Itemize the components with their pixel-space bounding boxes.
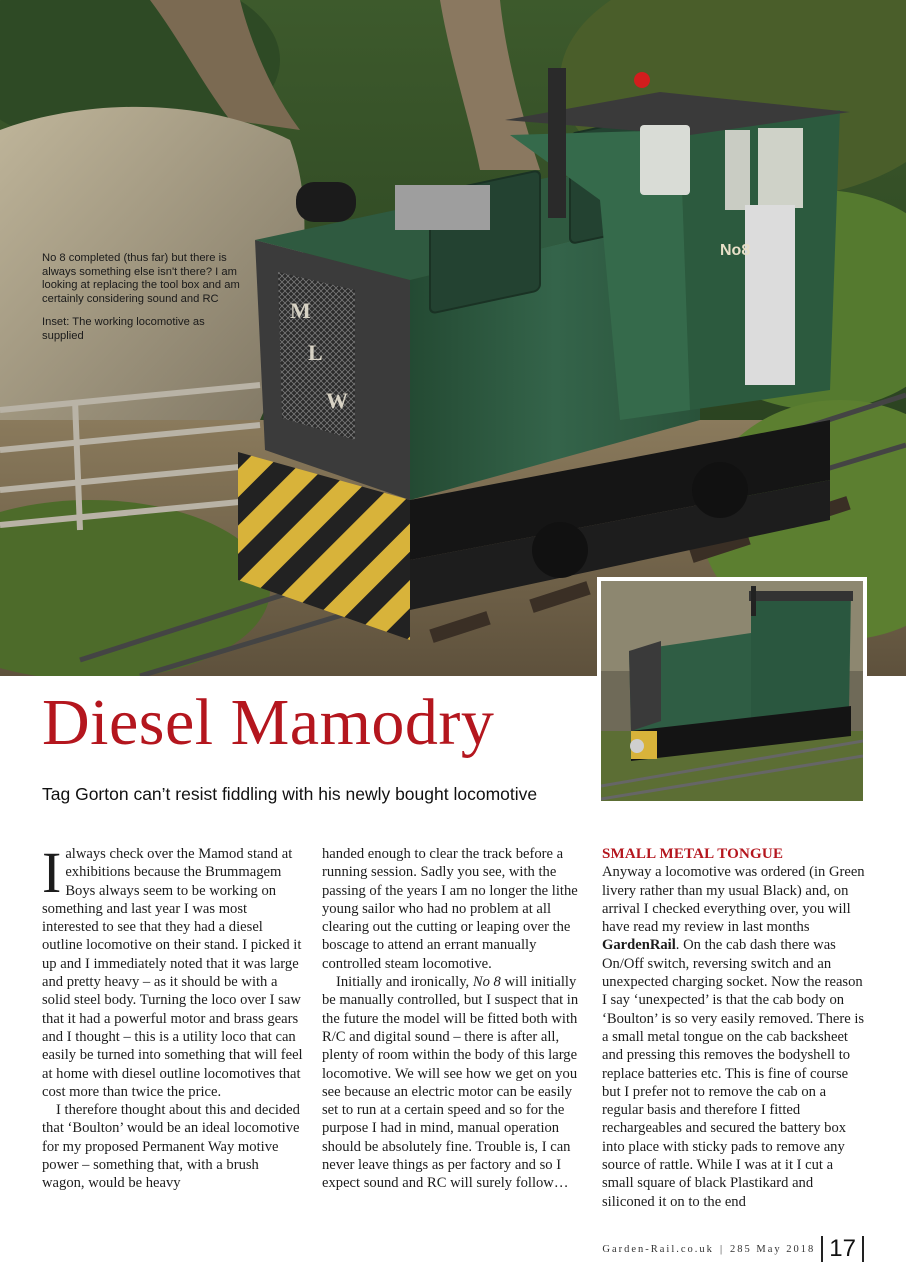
page-footer [602,1235,864,1263]
exhaust-stack [548,68,566,218]
col2-p2-italic: No 8 [472,974,501,991]
column-2 [322,845,584,1193]
footer-rule-right [862,1236,864,1262]
inset-photo [597,577,867,805]
footer-separator: | [719,1243,725,1255]
loco-number: No8 [720,242,751,259]
beacon [634,72,650,88]
toolbox [395,185,490,230]
column-3 [602,845,866,1211]
col3-p1-bold: GardenRail [602,937,676,954]
column-1 [42,840,304,1193]
footer-site: Garden-Rail.co.uk [602,1243,714,1255]
article-standfirst: Tag Gorton can’t resist fiddling with his newly bought locomotive [42,784,538,804]
col2-p2-start: Initially and ironically, [336,974,473,991]
caption-inset: Inset: The working locomotive as supplied [42,316,205,342]
subheading: SMALL METAL TONGUE [602,846,784,862]
col2-p2-end: will initially be manually controlled, but I suspect that in the future the model will be fitted both with R/C and digital sound – there is after all, plenty of room within the body of this large locomotive. We will see how we get on you see because an electric motor can be easily set to run at a certain speed and so for the purpose I had in mind, manual operation should be absolutely fine. Trouble is, I can never leave things as per factory and so I expect sound and RC will surely follow… [322,974,579,1192]
col1-paragraph-2: I therefore thought about this and decided that ‘Boulton’ would be an ideal locomotive for my proposed Permanent Way motive power – something that, with a brush wagon, would be heavy [42,1102,300,1192]
col1-paragraph-1: always check over the Mamod stand at exhibitions because the Brummagem Boys always seem to be working on something and last year I was most interested to see that they had a diesel outline locomotive on their stand. I picked it up and I immediately noted that it was large and pretty heavy – as it should be with a solid steel body. Turning the loco over I saw that it had a powerful motor and brass gears and I thought – this is a utility loco that can easily be turned into something that will feel at home with diesel outline locomotives that cost more than twice the price. [42,846,303,1100]
headlamp [296,182,356,222]
article-headline: Diesel Mamodry [42,686,495,759]
col2-paragraph-2 [322,973,584,1193]
caption-main: No 8 completed (thus far) but there is always something else isn't there? I am looking at replacing the tool box and am certainly considering sound and RC [42,252,240,305]
drop-cap: I [42,840,62,905]
col3-p1-end: . On the cab dash there was On/Off switch, reversing switch and an unexpected charging socket. Now the reason I say ‘unexpected’ is that the cab body on ‘Boulton’ is so very easily removed. There is a small metal tongue on the cab backsheet and pressing this removes the bodyshell to replace batteries etc. This is fine of course but I prefer not to remove the cab on a regular basis and therefore I fitted rechargeables and secured the battery box into place with sticky pads to remove any source of rattle. While I was at it I cut a small square of black Plastikard and siliconed it on to the end [602,937,865,1210]
photo-caption [42,252,242,354]
col3-paragraph-1 [602,863,866,1211]
footer-issue: 285 May 2018 [730,1243,816,1255]
grille-letter-m: M [290,298,311,323]
col3-p1-start: Anyway a locomotive was ordered (in Green livery rather than my usual Black) and, on arrival I checked everything over, you will have read my review in last months [602,864,865,936]
grille-letter-l: L [308,340,323,365]
grille-letter-w: W [326,388,348,413]
col2-paragraph-1: handed enough to clear the track before a running session. Sadly you see, with the passing of the years I am no longer the lithe young sailor who had no problem at all clearing out the cutting or leaping over the boscage to attend an errant manually controlled steam locomotive. [322,846,578,972]
page-number: 17 [829,1235,856,1262]
inset-locomotive-image [601,581,863,801]
